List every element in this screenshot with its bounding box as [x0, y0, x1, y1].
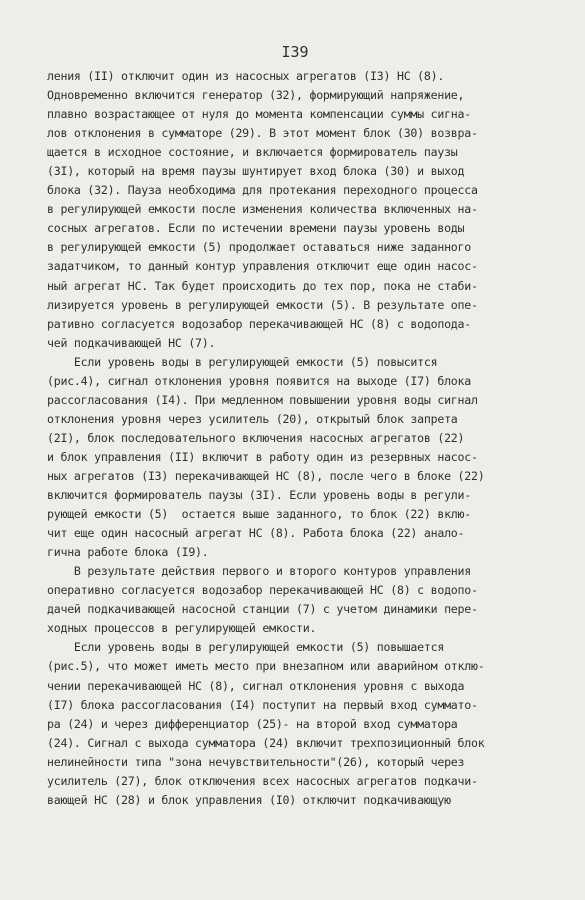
text-line: вающей НС (28) и блок управления (I0) отключит подкачивающую — [47, 792, 451, 807]
text-line: блока (32). Пауза необходима для протекания переходного процесса — [47, 183, 478, 198]
text-line: лизируется уровень в регулирующей емкости (5). В результате опе- — [47, 297, 478, 312]
text-line: лов отклонения в сумматоре (29). В этот момент блок (30) возвра- — [47, 126, 478, 141]
text-line: в регулирующей емкости после изменения количества включенных на- — [47, 202, 478, 217]
text-line: (24). Сигнал с выхода сумматора (24) включит трехпозиционный блок — [47, 735, 485, 750]
text-line: усилитель (27), блок отключения всех насосных агрегатов подкачи- — [47, 773, 478, 788]
text-line: ных агрегатов (I3) перекачивающей НС (8), после чего в блоке (22) — [47, 468, 485, 483]
text-line: Если уровень воды в регулирующей емкости (5) повышается — [47, 640, 445, 655]
text-line: чении перекачивающей НС (8), сигнал отклонения уровня с выхода — [47, 678, 465, 693]
text-line: (рис.4), сигнал отклонения уровня появится на выходе (I7) блока — [47, 373, 471, 388]
text-line: плавно возрастающее от нуля до момента компенсации суммы сигна- — [47, 107, 471, 122]
text-line: щается в исходное состояние, и включается формирователь паузы — [47, 145, 458, 160]
text-line: оперативно согласуется водозабор перекачивающей НС (8) с водопо- — [47, 583, 478, 598]
text-line: в регулирующей емкости (5) продолжает оставаться ниже заданного — [47, 240, 471, 255]
text-line: и блок управления (II) включит в работу один из резервных насос- — [47, 449, 478, 464]
text-line: В результате действия первого и второго контуров управления — [47, 564, 471, 579]
text-line: (I7) блока рассогласования (I4) поступит на первый вход суммато- — [47, 697, 478, 712]
text-line: сосных агрегатов. Если по истечении времени паузы уровень воды — [47, 221, 465, 236]
text-line: ный агрегат НС. Так будет происходить до тех пор, пока не стаби- — [47, 278, 478, 293]
text-line: отклонения уровня через усилитель (20), открытый блок запрета — [47, 411, 458, 426]
text-line: рассогласования (I4). При медленном повышении уровня воды сигнал — [47, 392, 478, 407]
text-line: (2I), блок последовательного включения насосных агрегатов (22) — [47, 430, 465, 445]
text-line: ра (24) и через дифференциатор (25)- на второй вход сумматора — [47, 716, 458, 731]
paragraph-1 — [47, 67, 561, 353]
text-line: ходных процессов в регулирующей емкости. — [47, 621, 317, 636]
text-line: задатчиком, то данный контур управления отключит еще один насос- — [47, 259, 478, 274]
text-line: Одновременно включится генератор (32), формирующий напряжение, — [47, 88, 465, 103]
text-line: рующей емкости (5) остается выше заданного, то блок (22) вклю- — [47, 507, 471, 522]
text-line: (3I), который на время паузы шунтирует вход блока (30) и выход — [47, 164, 465, 179]
text-line: чит еще один насосный агрегат НС (8). Работа блока (22) анало- — [47, 526, 465, 541]
text-line: Если уровень воды в регулирующей емкости (5) повысится — [47, 354, 438, 369]
text-line: включится формирователь паузы (3I). Если уровень воды в регули- — [47, 488, 471, 503]
text-line: ративно согласуется водозабор перекачивающей НС (8) с водопода- — [47, 316, 471, 331]
paragraph-3 — [47, 562, 561, 638]
paragraph-2 — [47, 353, 561, 563]
text-line: (рис.5), что может иметь место при внезапном или аварийном отклю- — [47, 659, 485, 674]
page-number: I39 — [281, 43, 309, 61]
text-line: нелинейности типа "зона нечувствительности"(26), который через — [47, 754, 465, 769]
text-line: ления (II) отключит один из насосных агрегатов (I3) НС (8). — [47, 69, 445, 83]
text-line: чей подкачивающей НС (7). — [47, 335, 216, 350]
text-line: дачей подкачивающей насосной станции (7) с учетом динамики пере- — [47, 602, 478, 617]
text-line: гична работе блока (I9). — [47, 545, 209, 560]
paragraph-4 — [47, 638, 561, 809]
